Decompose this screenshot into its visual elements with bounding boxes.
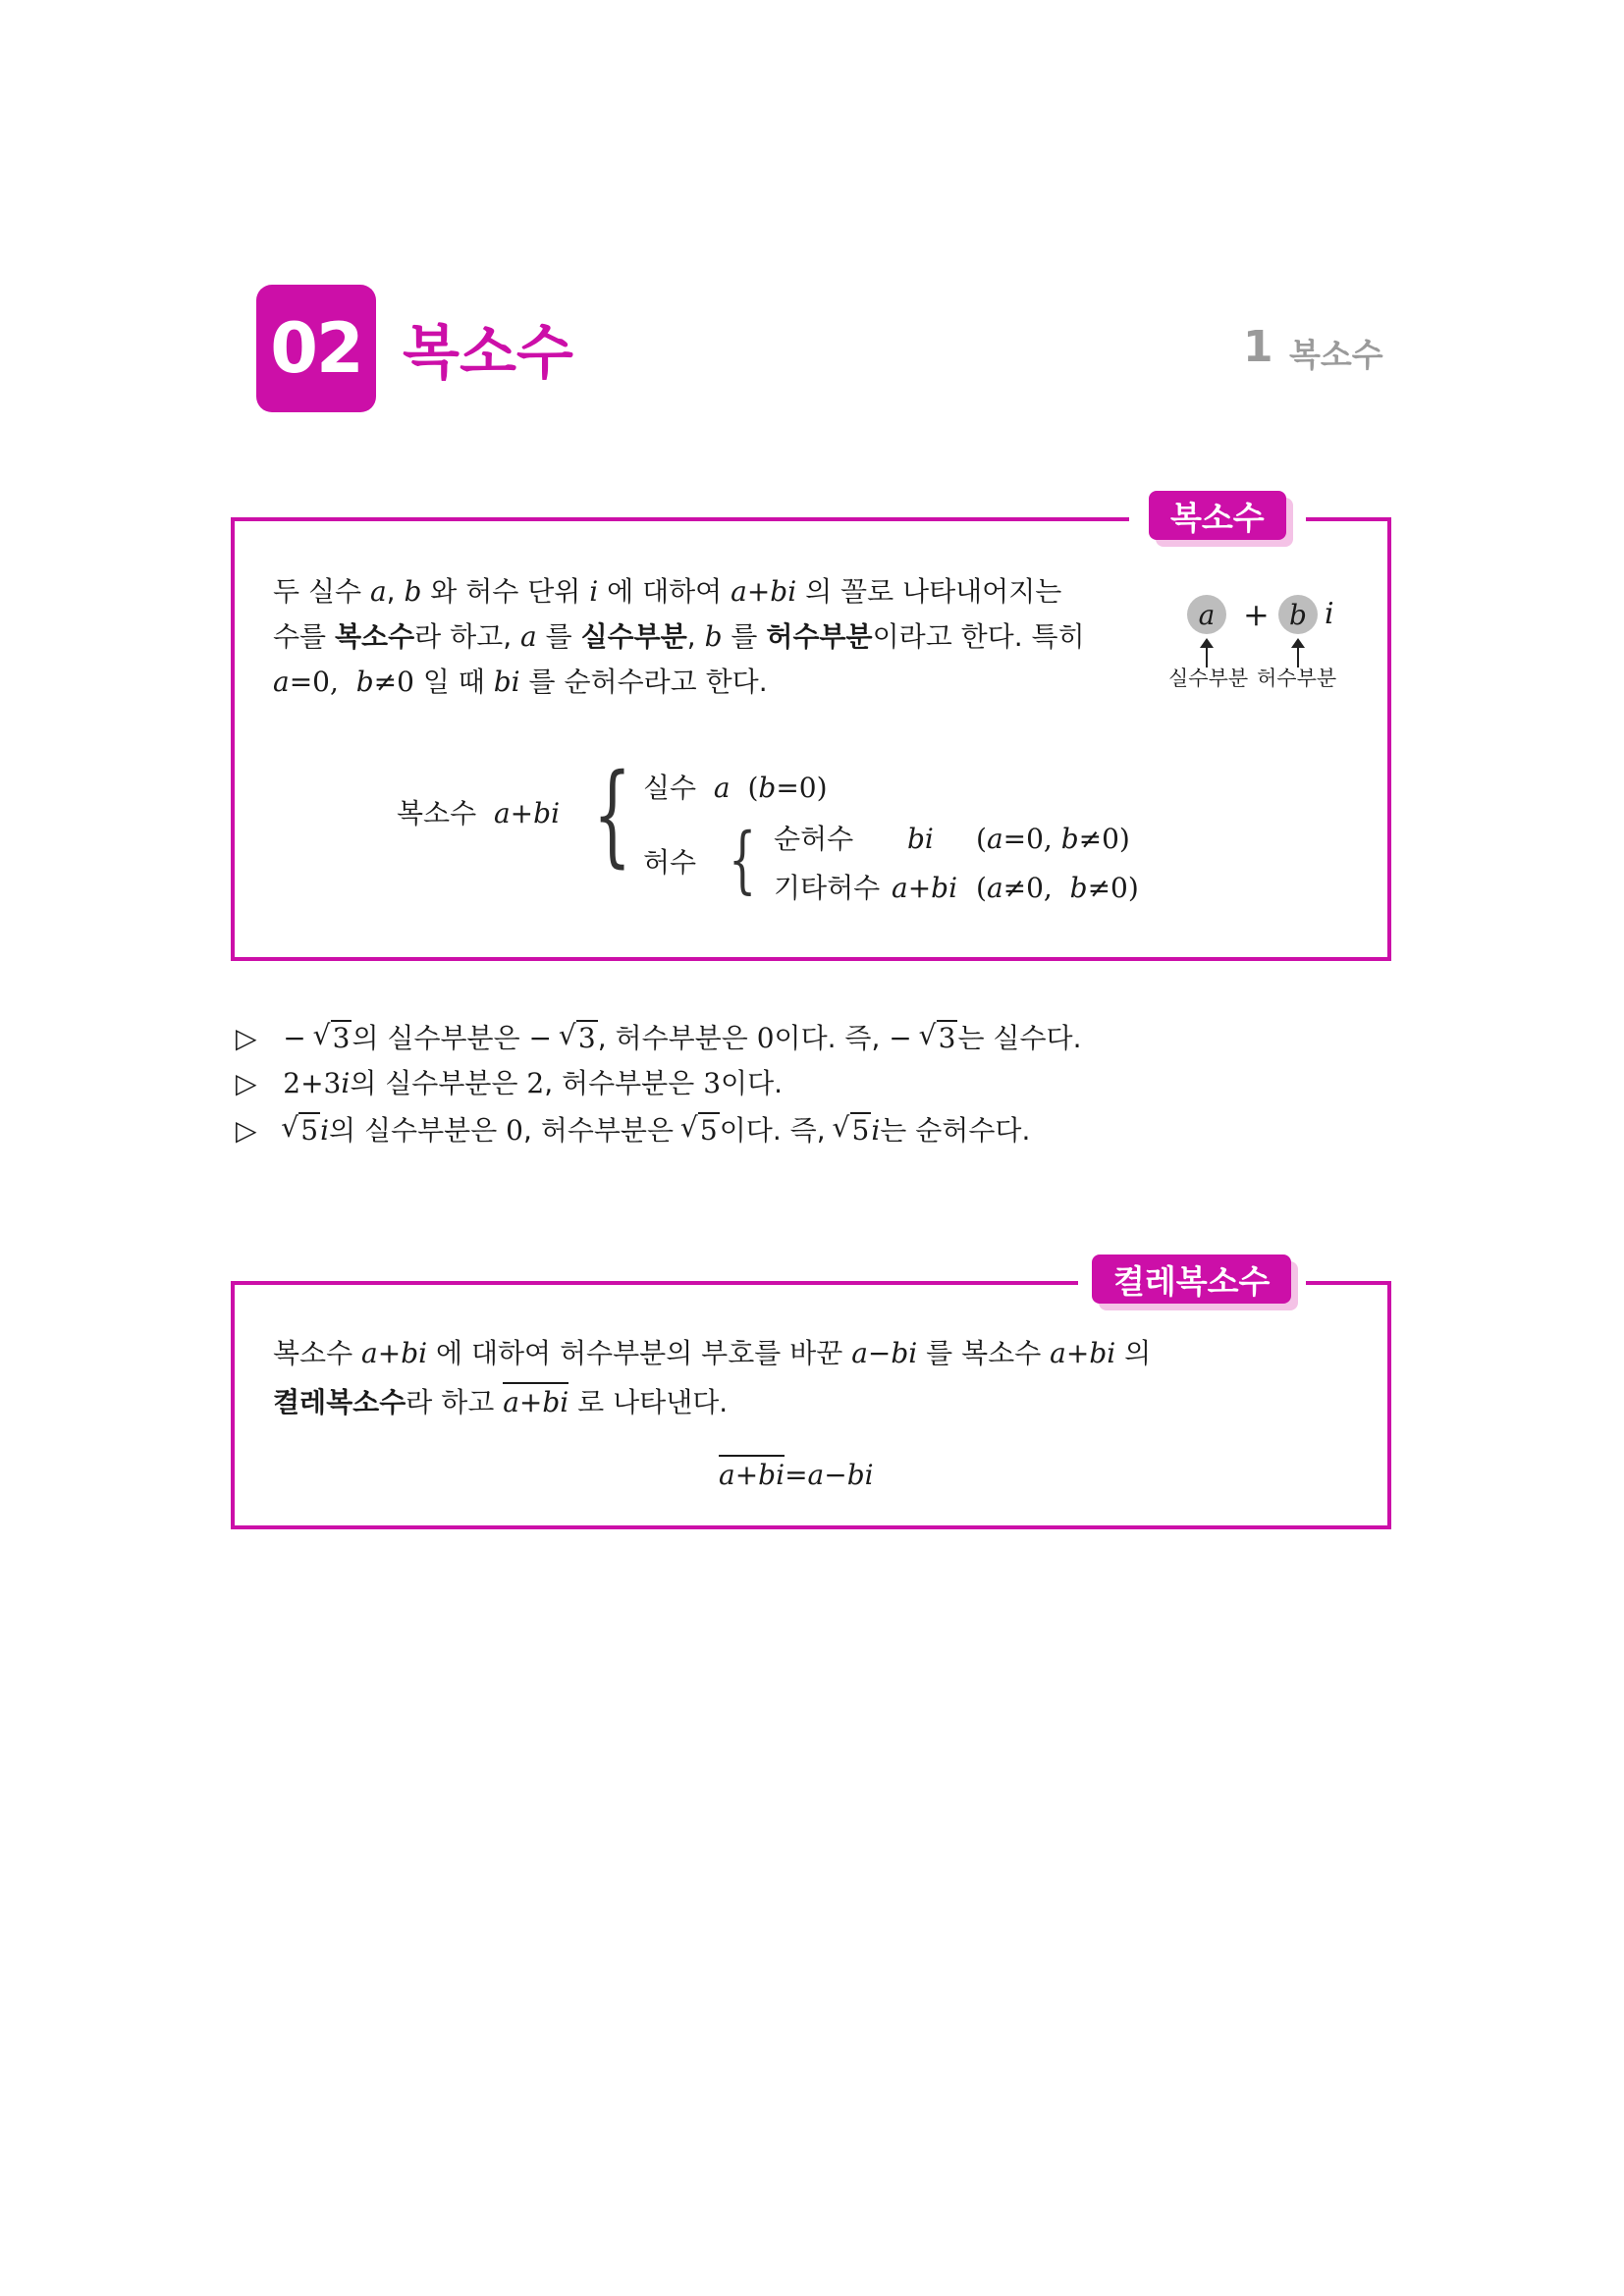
definition-line-2: 수를 복소수라 하고, a 를 실수부분, b 를 허수부분이라고 한다. 특히	[273, 620, 1085, 653]
other-imaginary-expr: a+bi	[892, 872, 958, 904]
imaginary-unit: i	[1325, 597, 1334, 631]
definition-line-3: a=0, b≠0 일 때 bi 를 순허수라고 한다.	[273, 666, 768, 698]
left-brace-icon: {	[593, 751, 632, 879]
plus-sign: +	[1243, 596, 1270, 633]
chapter-number-badge: 02	[256, 285, 376, 412]
classification-imaginary: 허수	[643, 846, 697, 879]
example-item: ▷ √ 5i의 실수부분은 0, 허수부분은 √ 5이다. 즉, √ 5i는 순허수다.	[236, 1111, 1030, 1150]
classification-other-imaginary: 기타허수	[774, 872, 881, 904]
box-tag-complex-number: 복소수	[1149, 491, 1286, 540]
real-part-circle: a	[1187, 595, 1226, 634]
conjugate-line-1: 복소수 a+bi 에 대하여 허수부분의 부호를 바꾼 a−bi 를 복소수 a+bi 의	[273, 1337, 1152, 1369]
definition-line-1: 두 실수 a, b 와 허수 단위 i 에 대하여 a+bi 의 꼴로 나타내어지는	[273, 575, 1062, 608]
classification-pure-imaginary: 순허수	[774, 823, 854, 855]
classification-real: 실수 a (b=0)	[643, 772, 828, 804]
other-imaginary-condition: (a≠0, b≠0)	[976, 872, 1139, 904]
classification-root: 복소수 a+bi	[397, 797, 561, 829]
pure-imaginary-condition: (a=0, b≠0)	[976, 823, 1130, 855]
box-tag-conjugate: 켤레복소수	[1092, 1255, 1291, 1304]
label-imaginary-part: 허수부분	[1257, 667, 1337, 690]
label-real-part: 실수부분	[1168, 667, 1249, 690]
example-item: ▷ − √ 3의 실수부분은 − √ 3, 허수부분은 0이다. 즉, − √ 3는 실수다.	[236, 1019, 1081, 1058]
left-brace-icon: {	[729, 818, 757, 902]
pure-imaginary-expr: bi	[907, 823, 934, 855]
section-number: 1	[1243, 322, 1273, 372]
conjugate-formula: a+bi=a−bi	[719, 1453, 874, 1498]
section-title: 복소수	[1289, 336, 1383, 374]
imaginary-part-circle: b	[1278, 595, 1318, 634]
conjugate-line-2: 켤레복소수라 하고 a+bi 로 나타낸다.	[273, 1380, 728, 1425]
chapter-title: 복소수	[403, 319, 573, 388]
example-item: ▷ 2+3i의 실수부분은 2, 허수부분은 3이다.	[236, 1067, 784, 1099]
